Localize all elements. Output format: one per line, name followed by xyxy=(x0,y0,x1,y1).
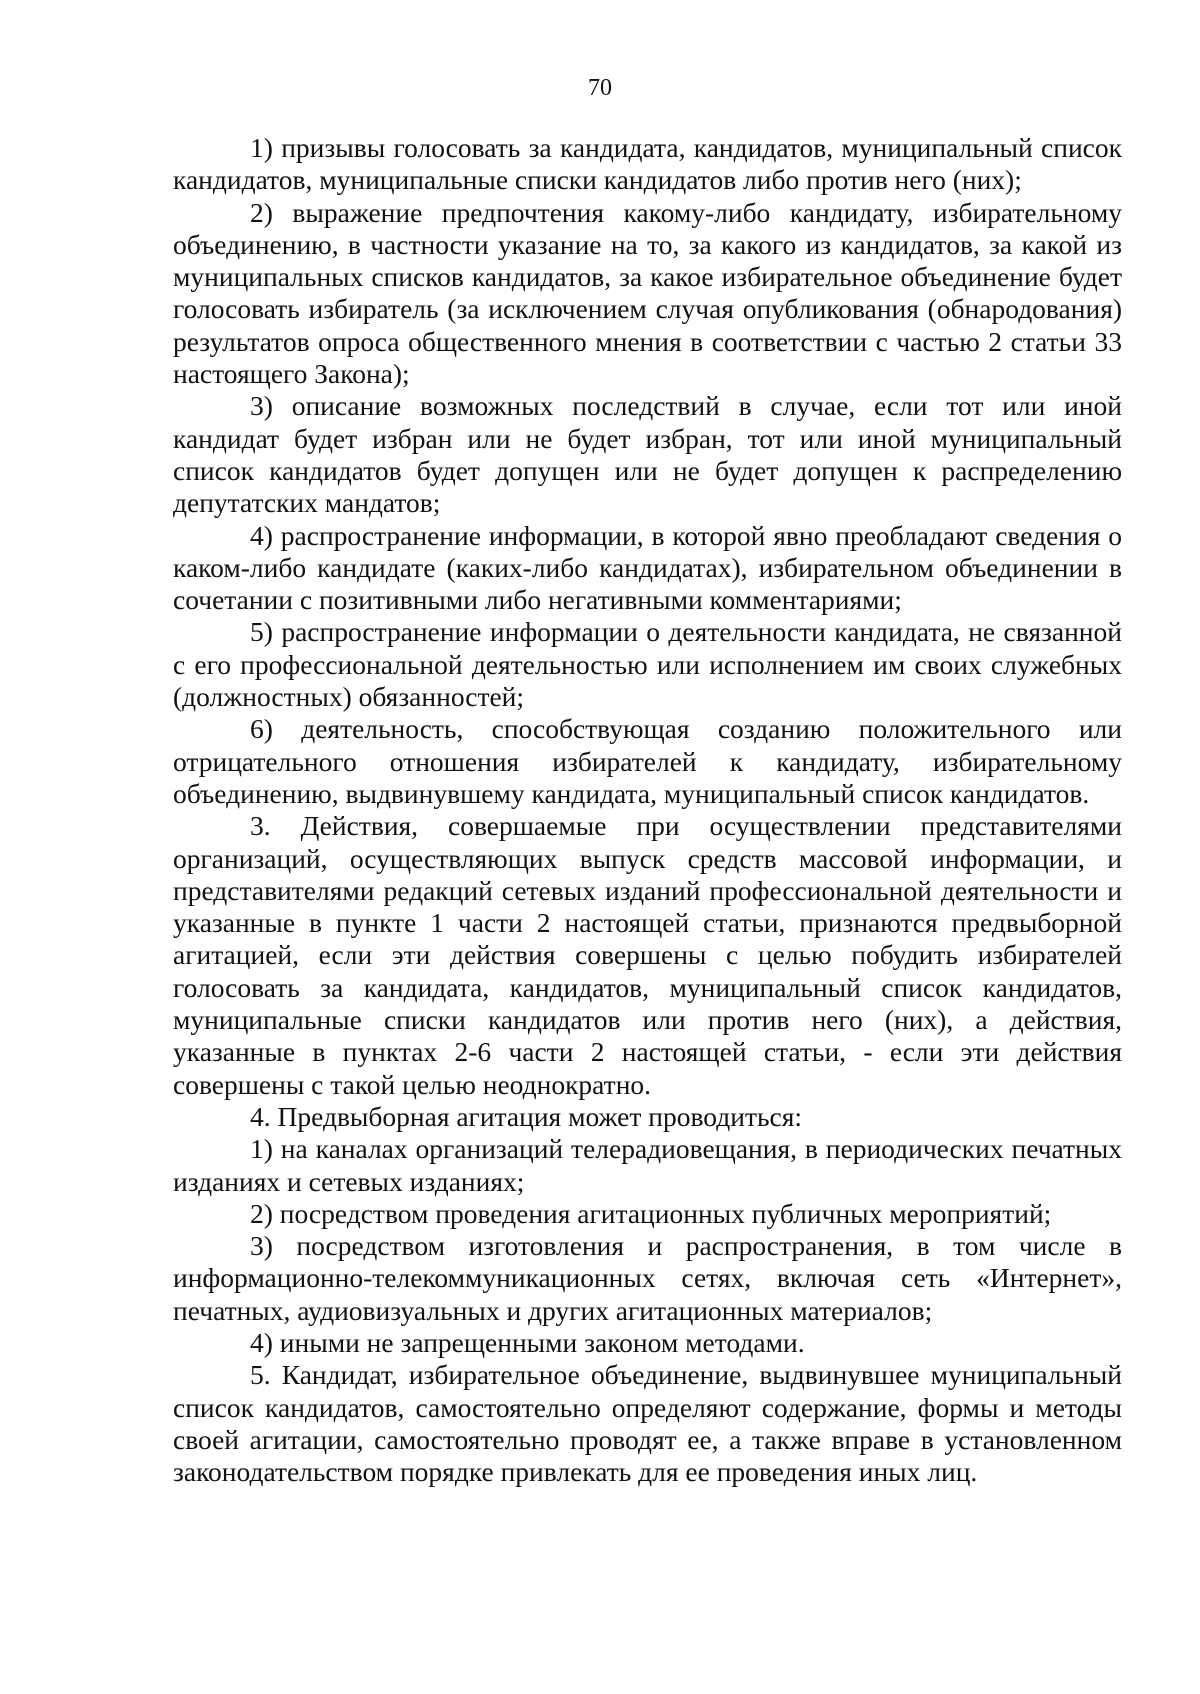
paragraph-item-4: 4) распространение информации, в которой явно преобладают сведения о каком-либо кандидате (каких-либо кандидатах), избирательном объединении в сочетании с позитивными либо негативными комментариями; xyxy=(173,519,1122,616)
document-body xyxy=(173,132,1122,1488)
paragraph-part-3: 3. Действия, совершаемые при осуществлении представителями организаций, осуществляющих выпуск средств массовой информации, и представителями редакций сетевых изданий профессиональной деятельности и указанные в пункте 1 части 2 настоящей статьи, признаются предвыборной агитацией, если эти действия совершены с целью побудить избирателей голосовать за кандидата, кандидатов, муниципальный список кандидатов, муниципальные списки кандидатов или против него (них), а действия, указанные в пунктах 2-6 части 2 настоящей статьи, - если эти действия совершены с такой целью неоднократно. xyxy=(173,810,1122,1100)
paragraph-part-4: 4. Предвыборная агитация может проводиться: xyxy=(250,1100,803,1132)
page-number: 70 xyxy=(588,75,612,101)
paragraph-item-6: 6) деятельность, способствующая созданию положительного или отрицательного отношения избирателей к кандидату, избирательному объединению, выдвинувшему кандидата, муниципальный список кандидатов. xyxy=(173,713,1122,809)
paragraph-item-2: 2) выражение предпочтения какому-либо кандидату, избирательному объединению, в частности указание на то, за какого из кандидатов, за какой из муниципальных списков кандидатов, за какое избирательное объединение будет голосовать избиратель (за исключением случая опубликования (обнародования) результатов опроса общественного мнения в соответствии с частью 2 статьи 33 настоящего Закона); xyxy=(173,196,1122,390)
paragraph-item-3: 3) описание возможных последствий в случае, если тот или иной кандидат будет избран или не будет избран, тот или иной муниципальный список кандидатов будет допущен или не будет допущен к распределению депутатских мандатов; xyxy=(173,390,1122,519)
paragraph-part-4-item-3: 3) посредством изготовления и распространения, в том числе в информационно-телекоммуникационных сетях, включая сеть «Интернет», печатных, аудиовизуальных и других агитационных материалов; xyxy=(173,1230,1122,1326)
paragraph-item-1: 1) призывы голосовать за кандидата, кандидатов, муниципальный список кандидатов, муниципальные списки кандидатов либо против него (них); xyxy=(173,132,1122,196)
paragraph-part-5: 5. Кандидат, избирательное объединение, выдвинувшее муниципальный список кандидатов, самостоятельно определяют содержание, формы и методы своей агитации, самостоятельно проводят ее, а также вправе в установленном законодательством порядке привлекать для ее проведения иных лиц. xyxy=(173,1359,1122,1488)
paragraph-part-4-item-2: 2) посредством проведения агитационных публичных мероприятий; xyxy=(250,1197,1052,1229)
paragraph-item-5: 5) распространение информации о деятельности кандидата, не связанной с его профессиональной деятельностью или исполнением им своих служебных (должностных) обязанностей; xyxy=(173,616,1122,713)
paragraph-part-4-item-1: 1) на каналах организаций телерадиовещания, в периодических печатных изданиях и сетевых изданиях; xyxy=(173,1133,1122,1197)
paragraph-part-4-item-4: 4) иными не запрещенными законом методами. xyxy=(250,1326,805,1358)
